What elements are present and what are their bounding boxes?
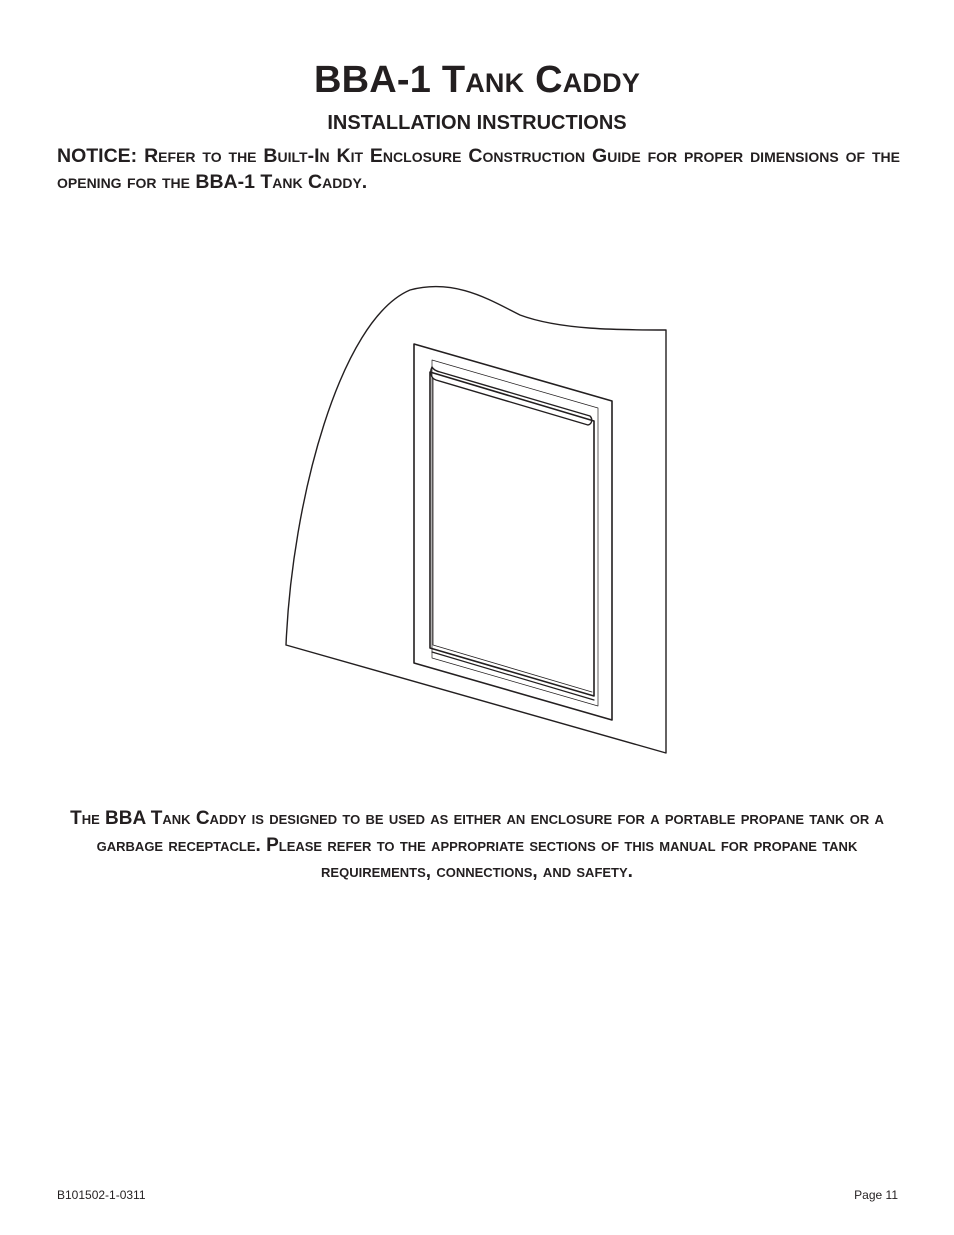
notice-paragraph [57,143,900,195]
page-number: Page 11 [854,1188,898,1202]
door-frame-outer [414,344,612,720]
description-caption: The BBA Tank Caddy is designed to be used as either an enclosure for a portable propane tank or a garbage receptacle. Please refer to the appropriate sections of this manual for propane tank requirements, connections, and safety. [70,808,884,882]
page-title: BBA-1 Tank Caddy [313,59,641,101]
tank-caddy-illustration [280,280,680,760]
document-number: B101502-1-0311 [57,1188,146,1202]
door-panel-edge [433,378,592,692]
door-frame-inner [432,360,598,706]
door-panel [430,372,594,696]
notice-text: Refer to the Built-In Kit Enclosure Construction Guide for proper dimensions of the opening for the BBA-1 Tank Caddy. [57,145,900,193]
notice-label: NOTICE: [57,145,138,167]
enclosure-wall [286,287,666,753]
page-subtitle: INSTALLATION INSTRUCTIONS [327,112,627,134]
